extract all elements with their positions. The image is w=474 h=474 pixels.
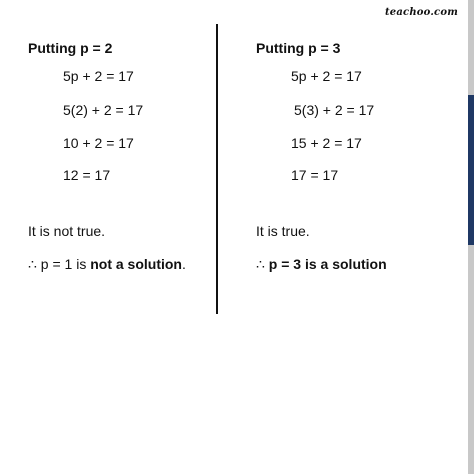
- brand-watermark: teachoo.com: [384, 7, 458, 18]
- left-conclusion-suffix: .: [181, 256, 186, 272]
- scrollbar-thumb[interactable]: [468, 95, 474, 245]
- right-step-2: 5(3) + 2 = 17: [294, 102, 375, 118]
- left-step-1: 5p + 2 = 17: [63, 68, 134, 84]
- right-conclusion: [256, 256, 387, 272]
- left-conclusion-prefix: ∴ p = 1 is: [28, 256, 91, 272]
- right-conclusion-prefix: ∴: [256, 256, 269, 272]
- left-conclusion-emphasis: not a solution: [90, 256, 182, 272]
- right-step-4: 17 = 17: [291, 167, 339, 183]
- right-step-3: 15 + 2 = 17: [291, 135, 362, 151]
- left-verdict: It is not true.: [28, 223, 106, 239]
- right-verdict: It is true.: [256, 223, 310, 239]
- left-heading: Putting p = 2: [28, 40, 113, 56]
- left-step-4: 12 = 17: [63, 167, 111, 183]
- left-conclusion: [28, 256, 186, 272]
- left-step-2: 5(2) + 2 = 17: [63, 102, 144, 118]
- right-step-1: 5p + 2 = 17: [291, 68, 362, 84]
- right-heading: Putting p = 3: [256, 40, 341, 56]
- left-step-3: 10 + 2 = 17: [63, 135, 134, 151]
- column-divider: [216, 24, 218, 314]
- right-conclusion-emphasis: p = 3 is a solution: [268, 256, 387, 272]
